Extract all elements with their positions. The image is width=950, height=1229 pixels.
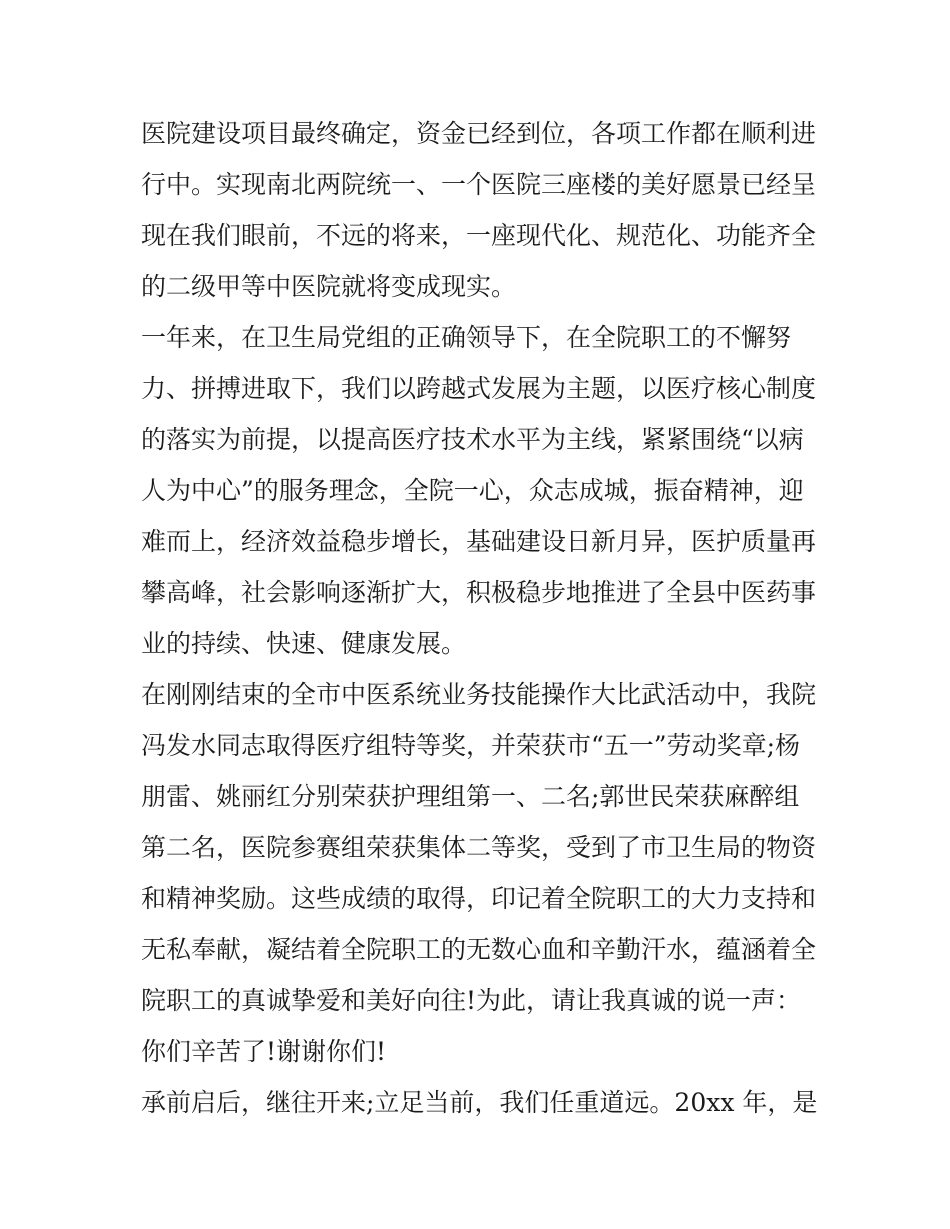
- text-line: 的落实为前提，以提高医疗技术水平为主线，紧紧围绕“以病: [141, 425, 804, 454]
- text-line: 朋雷、姚丽红分别荣获护理组第一、二名;郭世民荣获麻醉组: [141, 782, 800, 811]
- text-line: 行中。实现南北两院统一、一个医院三座楼的美好愿景已经呈: [141, 170, 817, 199]
- text-line: 承前启后，继往开来;立足当前，我们任重道远。20xx 年，是: [141, 1088, 818, 1117]
- text-line: 攀高峰，社会影响逐渐扩大，积极稳步地推进了全县中医药事: [141, 578, 817, 607]
- text-line: 现在我们眼前，不远的将来，一座现代化、规范化、功能齐全: [141, 221, 817, 250]
- text-line: 难而上，经济效益稳步增长，基础建设日新月异，医护质量再: [141, 527, 817, 556]
- text-line: 人为中心”的服务理念，全院一心，众志成城，振奋精神，迎: [141, 476, 804, 505]
- text-line: 业的持续、快速、健康发展。: [141, 629, 467, 658]
- text-line: 院职工的真诚挚爱和美好向往!为此，请让我真诚的说一声：: [141, 986, 802, 1015]
- text-line: 力、拼搏进取下，我们以跨越式发展为主题，以医疗核心制度: [141, 374, 817, 403]
- text-line: 一年来，在卫生局党组的正确领导下，在全院职工的不懈努: [141, 323, 792, 352]
- text-line: 你们辛苦了!谢谢你们!: [141, 1037, 387, 1066]
- text-line: 的二级甲等中医院就将变成现实。: [141, 272, 517, 301]
- document-body: [141, 108, 821, 1128]
- text-line: 医院建设项目最终确定，资金已经到位，各项工作都在顺利进: [141, 119, 817, 148]
- text-line: 在刚刚结束的全市中医系统业务技能操作大比武活动中，我院: [141, 680, 817, 709]
- text-line: 无私奉献，凝结着全院职工的无数心血和辛勤汗水，蕴涵着全: [141, 935, 817, 964]
- text-line: 和精神奖励。这些成绩的取得，印记着全院职工的大力支持和: [141, 884, 817, 913]
- text-line: 冯发水同志取得医疗组特等奖，并荣获市“五一”劳动奖章;杨: [141, 731, 800, 760]
- text-line: 第二名，医院参赛组荣获集体二等奖，受到了市卫生局的物资: [141, 833, 817, 862]
